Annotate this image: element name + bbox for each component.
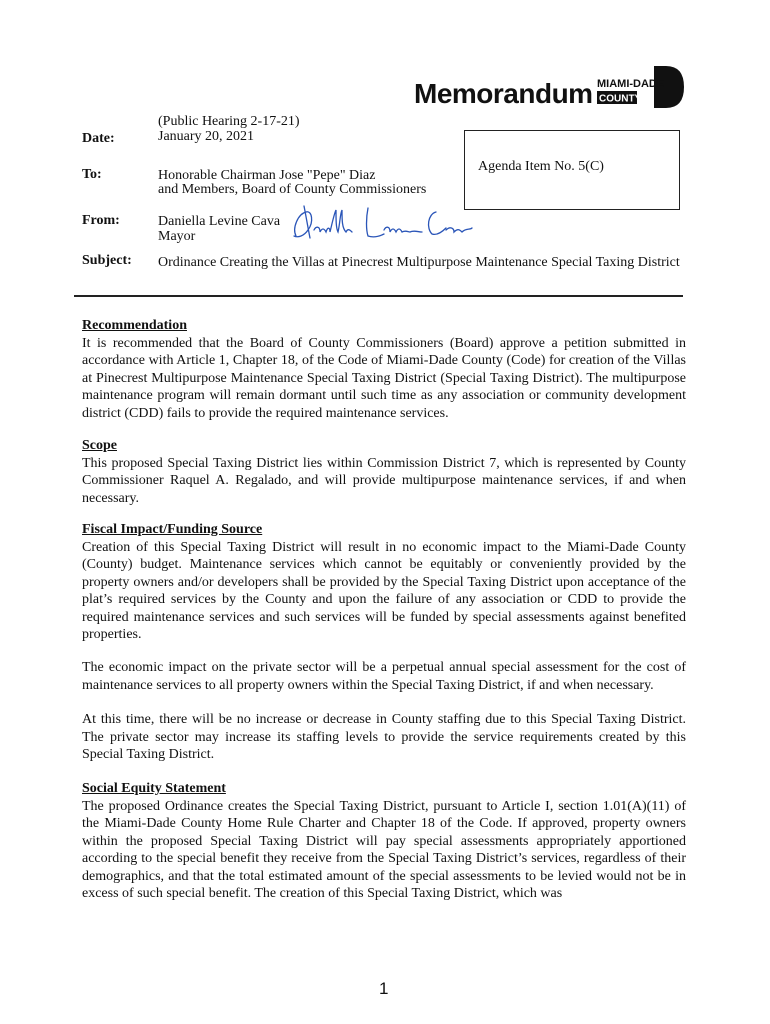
from-line-2: Mayor — [158, 229, 196, 244]
agenda-item-text: Agenda Item No. 5(C) — [478, 159, 604, 174]
memorandum-title: Memorandum — [414, 78, 593, 109]
fiscal-text-1: Creation of this Special Taxing District will result in no economic impact to the Miami-Dade County (County) budget. Maintenance services which cannot be equitably or conveniently provided by the property owners and/or developers shall be provided by the Special Taxing District upon acceptance of the plat’s required services by the County and upon the failure of any association or CDD to provide the required maintenance services and such services will be funded by special assessments against benefited properties. — [82, 539, 686, 642]
mayor-signature — [288, 200, 478, 246]
fiscal-heading: Fiscal Impact/Funding Source — [82, 522, 263, 537]
fiscal-paragraph-2 — [82, 659, 686, 694]
public-hearing-note: (Public Hearing 2-17-21) — [158, 114, 300, 129]
equity-text: The proposed Ordinance creates the Special Taxing District, pursuant to Article I, section 1.01(A)(11) of the Miami-Dade County Home Rule Charter and Chapter 18 of the Code. If approved, property owners within the proposed Special Taxing District will pay special assessments appropriately apportioned according to the special benefit they receive from the Special Taxing District’s services, regardless of their demographics, and that the total estimated amount of the special assessments to be levied would not be in excess of such special benefit. The creation of this Special Taxing District, which was — [82, 798, 686, 901]
to-line-2: and Members, Board of County Commissioners — [158, 182, 427, 197]
subject-value: Ordinance Creating the Villas at Pinecrest Multipurpose Maintenance Special Taxing District — [158, 255, 680, 270]
miami-dade-county-logo — [596, 64, 686, 110]
from-line-1: Daniella Levine Cava — [158, 214, 281, 229]
fiscal-text-2: The economic impact on the private sector will be a perpetual annual special assessment for the cost of maintenance services to all property owners within the Special Taxing District, if and when necessary. — [82, 660, 686, 693]
fiscal-text-3: At this time, there will be no increase or decrease in County staffing due to this Special Taxing District. The private sector may increase its staffing levels to provide the service requirements created by this Special Taxing District. — [82, 712, 686, 762]
date-value: January 20, 2021 — [158, 129, 255, 144]
fiscal-section — [82, 521, 686, 644]
subject-label: Subject: — [82, 253, 132, 268]
scope-section — [82, 437, 686, 507]
agenda-item-box — [464, 130, 680, 210]
equity-heading: Social Equity Statement — [82, 781, 226, 796]
logo-line-1: MIAMI-DADE — [597, 78, 665, 90]
scope-text: This proposed Special Taxing District lies within Commission District 7, which is represented by County Commissioner Raquel A. Regalado, and will provide multipurpose maintenance services, if and when necessary. — [82, 455, 686, 506]
scope-heading: Scope — [82, 438, 117, 453]
date-label: Date: — [82, 131, 115, 146]
from-label: From: — [82, 213, 120, 228]
recommendation-section — [82, 317, 686, 422]
to-line-1: Honorable Chairman Jose "Pepe" Diaz — [158, 168, 376, 183]
logo-line-2: COUNTY — [599, 93, 642, 105]
header-divider — [74, 295, 683, 297]
recommendation-heading: Recommendation — [82, 318, 187, 333]
recommendation-text: It is recommended that the Board of County Commissioners (Board) approve a petition submitted in accordance with Article 1, Chapter 18, of the Code of Miami-Dade County (Code) for creation of the Villas at Pinecrest Multipurpose Maintenance Special Taxing District (Special Taxing District). The multipurpose maintenance program will remain dormant until such time as any association or community development district (CDD) fails to provide the required maintenance services. — [82, 335, 686, 421]
to-label: To: — [82, 167, 102, 182]
page-number: 1 — [379, 979, 389, 998]
fiscal-paragraph-3 — [82, 711, 686, 764]
equity-section — [82, 780, 686, 903]
